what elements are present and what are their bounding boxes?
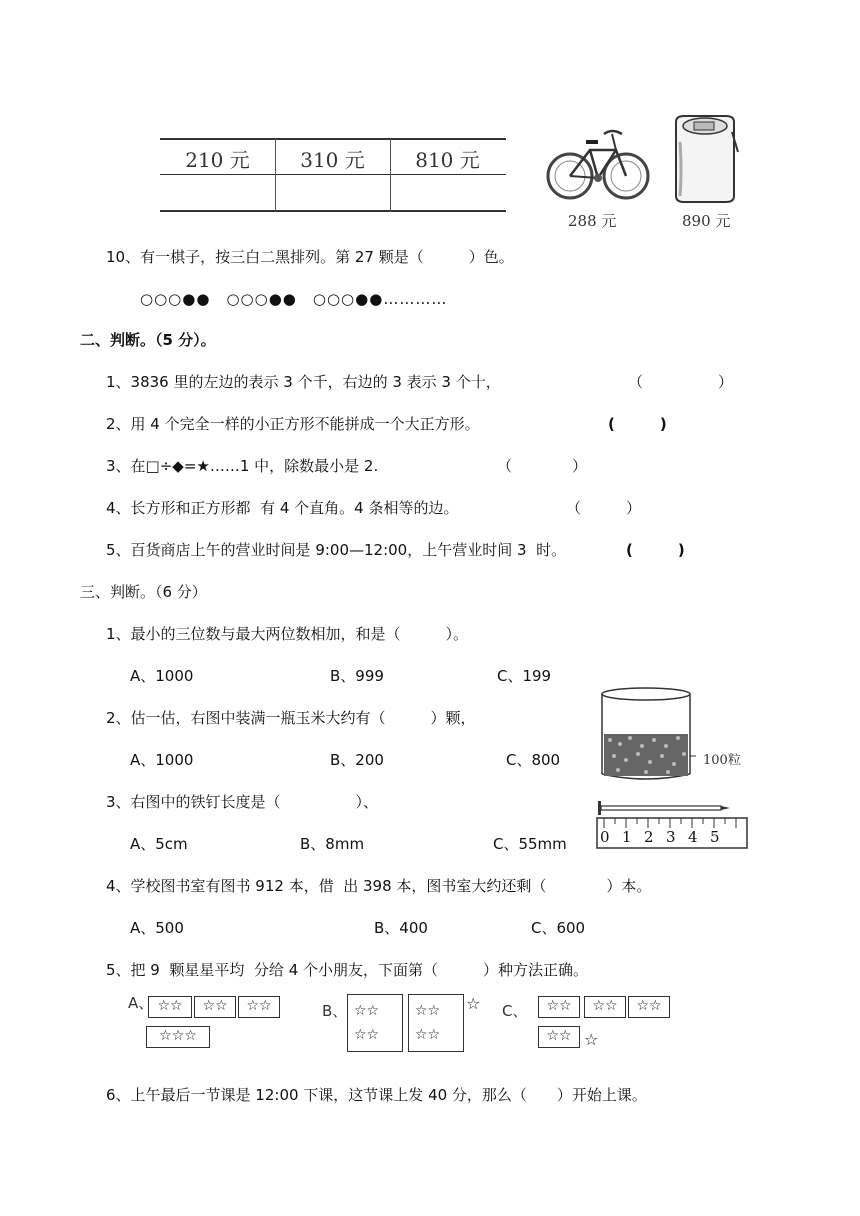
table-middle-border bbox=[160, 174, 506, 175]
option-a-label[interactable]: A、 bbox=[128, 994, 154, 1012]
star-group: ☆☆ bbox=[148, 996, 192, 1018]
judge-item-2: 2、用 4 个完全一样的小正方形不能拼成一个大正方形。 bbox=[106, 415, 480, 433]
bicycle-price: 288 元 bbox=[568, 212, 617, 230]
star-group: ☆☆ bbox=[238, 996, 280, 1018]
star-group: ☆☆ ☆☆ bbox=[408, 994, 464, 1052]
ruler-mark: 3 bbox=[666, 828, 676, 846]
ruler-mark: 4 bbox=[688, 828, 698, 846]
answer-paren[interactable]: （ ） bbox=[566, 499, 642, 517]
option-b[interactable]: B、200 bbox=[330, 751, 384, 769]
ruler-mark: 0 bbox=[600, 828, 610, 846]
choice-question-2: 2、估一估，右图中装满一瓶玉米大约有（ ）颗， bbox=[106, 709, 476, 727]
ruler-mark: 2 bbox=[644, 828, 654, 846]
star-group: ☆☆☆ bbox=[146, 1026, 210, 1048]
price-table bbox=[160, 138, 506, 212]
star-group: ☆☆ bbox=[538, 996, 580, 1018]
price-cell: 310 元 bbox=[300, 148, 365, 172]
jar-label: 100粒 bbox=[703, 753, 741, 768]
option-b[interactable]: B、400 bbox=[374, 919, 428, 937]
washing-machine-price: 890 元 bbox=[682, 212, 731, 230]
star-group: ☆☆ bbox=[538, 1026, 580, 1048]
bicycle-image bbox=[546, 120, 650, 204]
option-b[interactable]: B、999 bbox=[330, 667, 384, 685]
answer-paren[interactable]: （ ） bbox=[628, 373, 734, 391]
option-c-label[interactable]: C、 bbox=[502, 1002, 528, 1020]
option-a[interactable]: A、5cm bbox=[130, 835, 188, 853]
judge-item-1: 1、3836 里的左边的表示 3 个千，右边的 3 表示 3 个十， bbox=[106, 373, 501, 391]
option-c[interactable]: C、199 bbox=[497, 667, 552, 685]
option-a[interactable]: A、500 bbox=[130, 919, 184, 937]
option-b-label[interactable]: B、 bbox=[322, 1002, 348, 1020]
nail-ruler bbox=[596, 800, 748, 852]
price-cell: 810 元 bbox=[415, 148, 480, 172]
option-a[interactable]: A、1000 bbox=[130, 667, 194, 685]
judge-item-3: 3、在□÷◆=★……1 中，除数最小是 2. bbox=[106, 457, 379, 475]
table-bottom-border bbox=[160, 210, 506, 212]
ruler-mark: 1 bbox=[622, 828, 632, 846]
washing-machine-image bbox=[668, 112, 740, 206]
judge-item-4: 4、长方形和正方形都 有 4 个直角。4 条相等的边。 bbox=[106, 499, 459, 517]
judge-item-5: 5、百货商店上午的营业时间是 9:00—12:00，上午营业时间 3 时。 bbox=[106, 541, 567, 559]
option-c[interactable]: C、600 bbox=[531, 919, 586, 937]
star-icon: ☆ bbox=[584, 1030, 599, 1049]
section-3-title: 三、判断。（6 分） bbox=[80, 583, 207, 601]
question-10: 10、有一棋子，按三白二黑排列。第 27 颗是（ ）色。 bbox=[106, 248, 514, 266]
choice-question-4: 4、学校图书室有图书 912 本，借 出 398 本，图书室大约还剩（ ）本。 bbox=[106, 877, 652, 895]
answer-paren[interactable]: ( ) bbox=[626, 541, 685, 559]
choice-question-3: 3、右图中的铁钉长度是（ ）、 bbox=[106, 793, 379, 811]
star-group: ☆☆ bbox=[584, 996, 626, 1018]
answer-paren[interactable]: ( ) bbox=[608, 415, 667, 433]
option-a[interactable]: A、1000 bbox=[130, 751, 194, 769]
choice-question-1: 1、最小的三位数与最大两位数相加，和是（ ）。 bbox=[106, 625, 469, 643]
option-b[interactable]: B、8mm bbox=[300, 835, 365, 853]
section-2-title: 二、判断。（5 分）。 bbox=[80, 331, 216, 349]
table-top-border bbox=[160, 138, 506, 140]
star-group: ☆☆ bbox=[194, 996, 236, 1018]
bead-pattern: ○○○●● ○○○●● ○○○●●………… bbox=[140, 290, 448, 308]
choice-question-5: 5、把 9 颗星星平均 分给 4 个小朋友，下面第（ ）种方法正确。 bbox=[106, 961, 589, 979]
star-group: ☆☆ bbox=[628, 996, 670, 1018]
star-icon: ☆ bbox=[466, 994, 481, 1013]
ruler-mark: 5 bbox=[710, 828, 720, 846]
star-group: ☆☆ ☆☆ bbox=[347, 994, 403, 1052]
option-c[interactable]: C、55mm bbox=[493, 835, 567, 853]
corn-jar-image bbox=[598, 686, 698, 784]
price-cell: 210 元 bbox=[185, 148, 250, 172]
option-c[interactable]: C、800 bbox=[506, 751, 561, 769]
choice-question-6: 6、上午最后一节课是 12:00 下课，这节课上发 40 分，那么（ ）开始上课。 bbox=[106, 1086, 647, 1104]
answer-paren[interactable]: （ ） bbox=[497, 457, 588, 475]
